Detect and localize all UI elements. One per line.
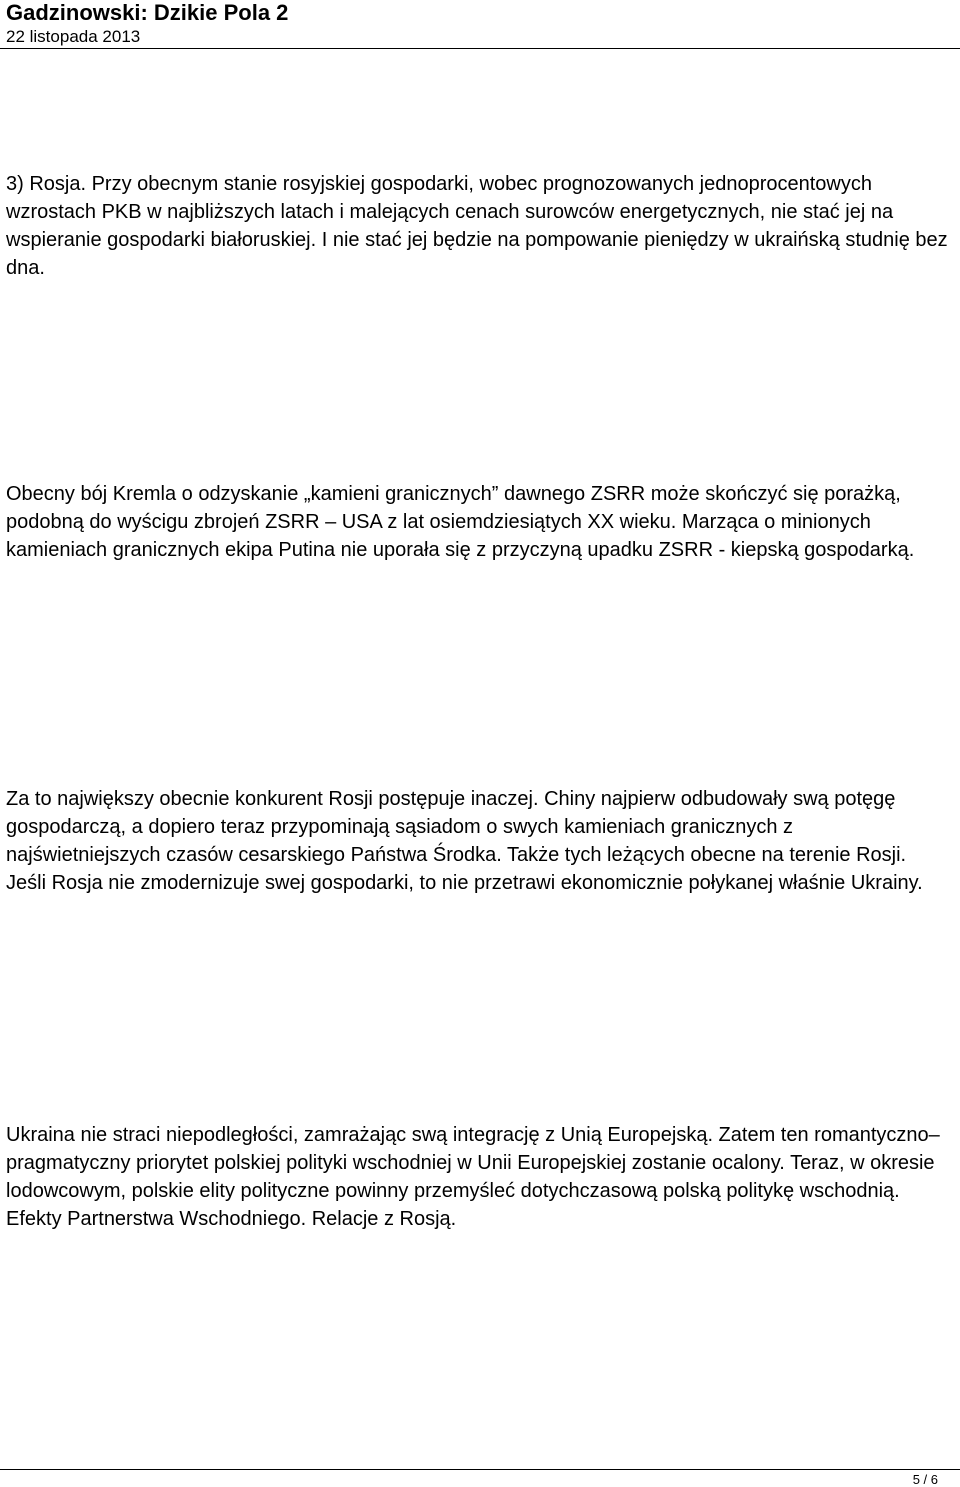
paragraph-russia-economy: 3) Rosja. Przy obecnym stanie rosyjskiej gospodarki, wobec prognozowanych jednoprocentowych wzrostach PKB w najbliższych latach i malejących cenach surowców energetycznych, nie stać jej na wspieranie gospodarki białoruskiej. I nie stać jej będzie na pompowanie pieniędzy w ukraińską studnię bez dna. xyxy=(6,173,948,279)
document-title: Gadzinowski: Dzikie Pola 2 xyxy=(6,0,289,25)
paragraph-kremlin-struggle: Obecny bój Kremla o odzyskanie „kamieni granicznych” dawnego ZSRR może skończyć się porażką, podobną do wyścigu zbrojeń ZSRR – USA z lat osiemdziesiątych XX wieku. Marząca o minionych kamieniach granicznych ekipa Putina nie uporała się z przyczyną upadku ZSRR - kiepską gospodarką. xyxy=(6,483,915,561)
paragraph-china-competitor: Za to największy obecnie konkurent Rosji postępuje inaczej. Chiny najpierw odbudowały swą potęgę gospodarczą, a dopiero teraz przypominają sąsiadom o swych kamieniach granicznych z najświetniejszych czasów cesarskiego Państwa Środka. Także tych leżących obecne na terenie Rosji. Jeśli Rosja nie zmodernizuje swej gospodarki, to nie przetrawi ekonomicznie połykanej właśnie Ukrainy. xyxy=(6,788,923,894)
header-divider xyxy=(0,48,960,49)
document-header xyxy=(6,0,954,48)
paragraph-ukraine-independence: Ukraina nie straci niepodległości, zamrażając swą integrację z Unią Europejską. Zatem ten romantyczno–pragmatyczny priorytet polskiej polityki wschodniej w Unii Europejskiej zostanie ocalony. Teraz, w okresie lodowcowym, polskie elity polityczne powinny przemyśleć dotychczasową polską politykę wschodnią. Efekty Partnerstwa Wschodniego. Relacje z Rosją. xyxy=(6,1124,940,1230)
footer-divider xyxy=(0,1469,960,1470)
page-number: 5 / 6 xyxy=(912,1472,938,1487)
document-date: 22 listopada 2013 xyxy=(6,27,141,46)
